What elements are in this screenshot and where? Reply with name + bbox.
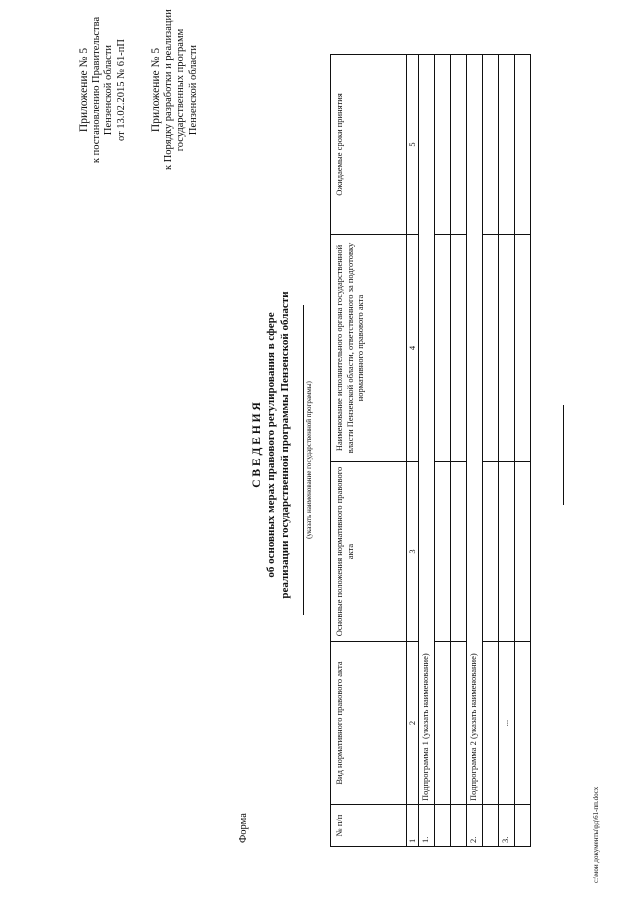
row-number-cell [514,805,530,847]
row-number-cell: 1. [418,805,434,847]
table-cell [514,55,530,235]
table-row [498,55,514,847]
appendix-decree-line: Пензенской области [103,44,114,136]
table-cell [482,235,498,462]
row-number-cell [450,805,466,847]
table-row [482,55,498,847]
appendix-decree-line: от 13.02.2015 № 61-пП [115,38,127,142]
title-heading: С В Е Д Е Н И Я [251,402,263,488]
row-number-cell [434,805,450,847]
appendix-order-line: государственных программ [175,28,186,152]
table-row [466,55,482,847]
title-subheading: об основных мерах правового регулирования в сфере [265,312,277,578]
ellipsis-cell: ... [498,642,514,805]
header-cell-provisions: Основные положения нормативного правового акта [331,462,407,642]
row-number-cell [482,805,498,847]
subprogram-cell: Подпрограмма 2 (указать наименование) [466,55,482,805]
table-cell [482,55,498,235]
table-cell [434,462,450,642]
header-cell-responsible-body: Наименование исполнительного органа государственной власти Пензенской области, ответственного за подготовку нормативного правового акта [331,235,407,462]
table-cell [482,462,498,642]
table-cell [498,235,514,462]
table-row [418,55,434,847]
table-cell [482,642,498,805]
appendix-block-order [150,10,200,170]
column-number-cell: 1 [407,805,419,847]
table-cell [434,235,450,462]
column-number-cell: 5 [407,55,419,235]
table-cell [450,55,466,235]
header-cell-deadline: Ожидаемые сроки принятия [331,55,407,235]
table-cell [514,462,530,642]
footer-file-path: c:\мои документы\рд\61-пп.docx [592,786,600,883]
table-cell [514,642,530,805]
table-cell [450,462,466,642]
separator-line [563,405,564,505]
appendix-order-line: к Порядку разработки и реализации [162,9,174,170]
column-number-cell: 3 [407,462,419,642]
program-name-hint: (указать наименование государственной программы) [305,381,313,539]
table-row [434,55,450,847]
title-subheading: реализации государственной программы Пензенской области [279,291,291,599]
column-number-cell: 2 [407,642,419,805]
table-cell [450,642,466,805]
program-name-line [303,305,304,615]
header-cell-number: № п/п [331,805,407,847]
table-row [514,55,530,847]
table-cell [514,235,530,462]
table-row [450,55,466,847]
header-cell-act-type: Вид нормативного правового акта [331,642,407,805]
table-body [407,55,531,847]
table-cell [450,235,466,462]
table-cell [434,55,450,235]
form-label: Форма [238,813,249,843]
appendix-decree-line: к постановлению Правительства [90,16,102,164]
appendix-order-line: Пензенской области [187,44,199,136]
document-title [250,235,292,655]
row-number-cell: 2. [466,805,482,847]
measures-table [330,54,531,847]
table-cell [498,55,514,235]
appendix-block-decree [78,10,128,170]
row-number-cell: 3. [498,805,514,847]
column-number-cell: 4 [407,235,419,462]
appendix-order-line: Приложение № 5 [150,47,162,133]
subprogram-cell: Подпрограмма 1 (указать наименование) [418,55,434,805]
table-cell [434,642,450,805]
appendix-decree-line: Приложение № 5 [78,47,90,133]
table-cell [498,462,514,642]
